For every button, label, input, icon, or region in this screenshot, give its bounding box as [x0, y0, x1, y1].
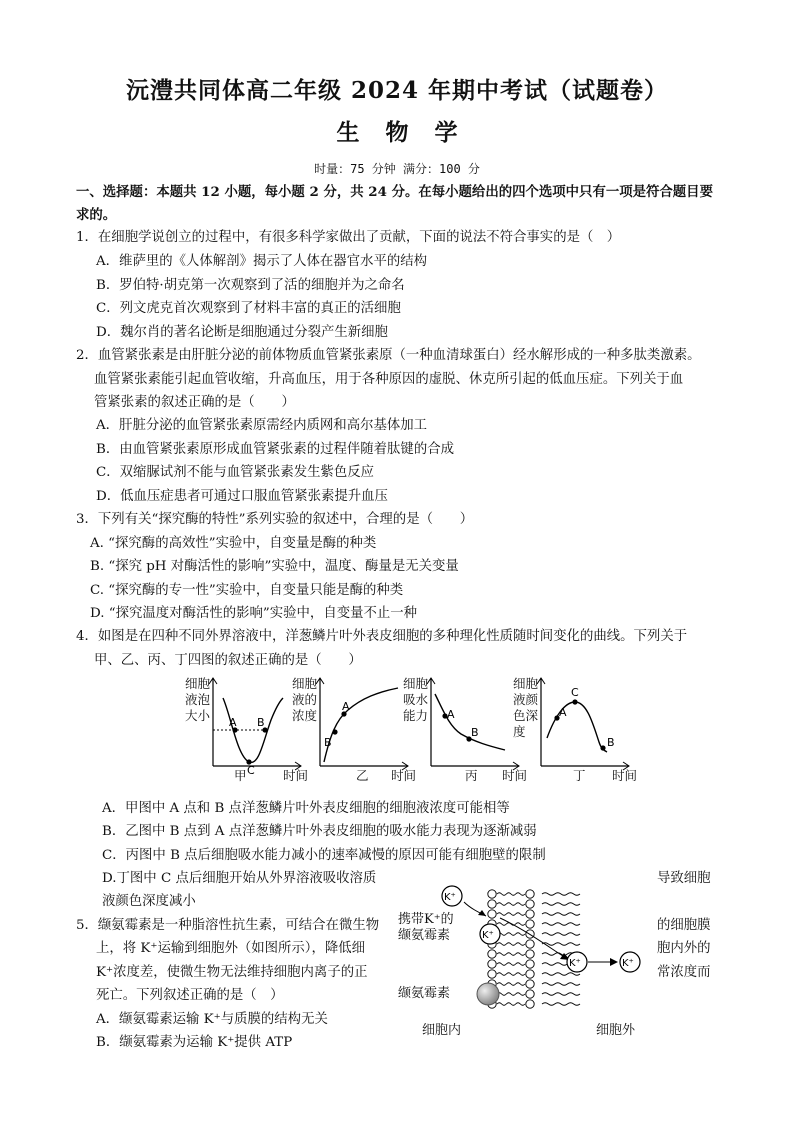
valinomycin-icon: [477, 983, 499, 1005]
graph-bing-plot: [423, 676, 523, 776]
q3-stem: 3．下列有关“探究酶的特性”系列实验的叙述中，合理的是（ ）: [76, 512, 474, 527]
graph-ding-curve: [547, 702, 607, 752]
lipid-head: [526, 900, 534, 908]
lipid-tail: [497, 933, 525, 936]
lipid-tail: [542, 943, 580, 946]
lipid-tail: [497, 1003, 525, 1006]
lipid-tail: [542, 993, 580, 996]
q5-stem-cont-3: 死亡。下列叙述正确的是（ ）: [96, 988, 284, 1003]
lipid-tail: [542, 893, 580, 896]
graph-jia-xlabel: 时间: [283, 768, 309, 783]
graph-ding-ylabel-2: 液颜: [513, 692, 539, 707]
lipid-head: [526, 910, 534, 918]
arrow-head-3: [610, 958, 618, 966]
lipid-head: [526, 950, 534, 958]
graph-ding-plot: [533, 676, 633, 776]
graph-ding-ylabel-1: 细胞: [513, 676, 539, 691]
membrane-diagram: [430, 880, 655, 1020]
lipid-tail: [497, 983, 525, 986]
graph-jia-label-a: A: [229, 716, 237, 729]
lipid-head: [488, 970, 496, 978]
graph-jia-label-c: C: [247, 764, 255, 776]
lipid-head: [488, 960, 496, 968]
q4-option-d-cont: 液颜色深度减小: [102, 894, 196, 909]
lipid-tail: [497, 963, 525, 966]
graph-bing-ylabel-2: 吸水: [403, 692, 429, 707]
lipid-head: [488, 890, 496, 898]
q5-stem-tail-3: 常浓度而: [657, 965, 711, 980]
exam-title: 沅澧共同体高二年级 2024 年期中考试（试题卷）: [125, 77, 669, 104]
lipid-tail: [542, 913, 580, 916]
graph-ding-point-c: [572, 699, 577, 704]
graph-ding-ylabel-4: 度: [513, 724, 526, 739]
lipid-tail: [542, 923, 580, 926]
diagram-label-carrying-2: 缬氨霉素: [398, 928, 451, 943]
lipid-tail: [497, 893, 525, 896]
graph-jia-ylabel-2: 液泡: [185, 692, 211, 707]
q2-stem-cont2: 管紧张素的叙述正确的是（ ）: [94, 395, 295, 410]
lipid-head: [488, 900, 496, 908]
graph-bing-curve: [435, 694, 505, 750]
graph-jia-plot: [205, 676, 305, 776]
graph-yi-plot: [312, 676, 412, 776]
section-intro-cont: 求的。: [76, 207, 117, 223]
lipid-tail: [497, 953, 525, 956]
q3-option-d: D. “探究温度对酶活性的影响”实验中，自变量不止一种: [90, 606, 418, 621]
graph-ding-label-a: A: [559, 706, 567, 719]
lipid-head: [526, 1000, 534, 1008]
lipid-head: [526, 980, 534, 988]
lipid-tail: [497, 943, 525, 946]
graph-ding-name: 丁: [573, 768, 586, 783]
graph-bing-label-b: B: [471, 726, 479, 739]
q4-option-b: B．乙图中 B 点到 A 点洋葱鳞片叶外表皮细胞的吸水能力表现为逐渐减弱: [102, 824, 537, 839]
graph-bing-ylabel-3: 能力: [403, 708, 429, 723]
graph-yi-point-b: [332, 729, 337, 734]
lipid-tail: [497, 913, 525, 916]
graph-ding-xlabel: 时间: [612, 768, 638, 783]
subject-title: 生 物 学: [336, 119, 458, 146]
graph-bing-name: 丙: [465, 768, 478, 783]
graph-yi-ylabel-2: 液的: [292, 692, 318, 707]
lipid-tail: [542, 903, 580, 906]
graph-jia-ylabel-1: 细胞: [185, 676, 211, 691]
diagram-label-outside: 细胞外: [596, 1023, 636, 1038]
lipid-tail: [542, 973, 580, 976]
q5-option-a: A．缬氨霉素运输 K⁺与质膜的结构无关: [96, 1012, 328, 1027]
time-info: 时量：75 分钟 满分：100 分: [314, 162, 480, 176]
q4-option-a: A．甲图中 A 点和 B 点洋葱鳞片叶外表皮细胞的细胞液浓度可能相等: [102, 801, 510, 816]
lipid-head: [526, 990, 534, 998]
k-carrier-label: K⁺: [482, 930, 494, 941]
lipid-head: [526, 940, 534, 948]
q3-option-c: C. “探究酶的专一性”实验中，自变量只能是酶的种类: [90, 583, 404, 598]
q3-option-a: A. “探究酶的高效性”实验中，自变量是酶的种类: [90, 536, 377, 551]
lipid-head: [488, 950, 496, 958]
lipid-head: [526, 890, 534, 898]
k-ion-outside-label: K⁺: [622, 958, 634, 969]
graph-ding-point-b: [600, 745, 605, 750]
q1-option-a: A．维萨里的《人体解剖》揭示了人体在器官水平的结构: [96, 254, 428, 269]
q2-option-a: A．肝脏分泌的血管紧张素原需经内质网和高尔基体加工: [96, 418, 428, 433]
lipid-tail: [542, 933, 580, 936]
graph-bing-ylabel-1: 细胞: [403, 676, 429, 691]
lipid-head: [526, 970, 534, 978]
lipid-head: [526, 960, 534, 968]
lipid-tail: [497, 993, 525, 996]
q4-option-d: D.丁图中 C 点后细胞开始从外界溶液吸收溶质: [102, 871, 377, 886]
q2-option-c: C．双缩脲试剂不能与血管紧张素发生紫色反应: [96, 465, 375, 480]
section-intro: 一、选择题：本题共 12 小题，每小题 2 分，共 24 分。在每小题给出的四个选项中只有一项是符合题目要: [76, 184, 713, 200]
graph-ding-ylabel-3: 色深: [513, 708, 539, 723]
graph-yi-curve: [324, 688, 398, 762]
lipid-tail: [497, 973, 525, 976]
q5-stem-cont-1: 上，将 K⁺运输到细胞外（如图所示），降低细: [96, 941, 366, 956]
q4-option-c: C．丙图中 B 点后细胞吸水能力减小的速率减慢的原因可能有细胞壁的限制: [102, 848, 546, 863]
graph-jia-label-b: B: [257, 716, 265, 729]
lipid-tail: [497, 903, 525, 906]
graph-bing-xlabel: 时间: [502, 768, 528, 783]
q2-stem-cont: 血管紧张素能引起血管收缩，升高血压，用于各种原因的虚脱、休克所引起的低血压症。下列关于血: [94, 372, 684, 387]
lipid-head: [488, 910, 496, 918]
q2-option-b: B．由血管紧张素原形成血管紧张素的过程伴随着肽键的合成: [96, 442, 454, 457]
q4-option-d-tail: 导致细胞: [657, 871, 711, 886]
graph-yi-name: 乙: [356, 768, 369, 783]
q5-option-b: B．缬氨霉素为运输 K⁺提供 ATP: [96, 1035, 293, 1050]
k-ion-inside-label: K⁺: [444, 892, 456, 903]
k-ion-membrane-label: K⁺: [569, 958, 581, 969]
lipid-head: [526, 920, 534, 928]
diagram-label-inside: 细胞内: [422, 1023, 462, 1038]
diagram-label-carrying-1: 携带K⁺的: [398, 912, 454, 927]
q1-option-c: C．列文虎克首次观察到了材料丰富的真正的活细胞: [96, 301, 401, 316]
graph-ding-label-c: C: [571, 686, 579, 699]
q4-stem-cont: 甲、乙、丙、丁四图的叙述正确的是（ ）: [94, 653, 362, 668]
q2-stem: 2．血管紧张素是由肝脏分泌的前体物质血管紧张素原（一种血清球蛋白）经水解形成的一种多肽类激素。: [76, 348, 701, 363]
q2-option-d: D．低血压症患者可通过口服血管紧张素提升血压: [96, 489, 388, 504]
q5-stem-cont-2: K⁺浓度差，使微生物无法维持细胞内离子的正: [96, 965, 368, 980]
q3-option-b: B. “探究 pH 对酶活性的影响”实验中，温度、酶量是无关变量: [90, 559, 459, 574]
q1-option-d: D．魏尔肖的著名论断是细胞通过分裂产生新细胞: [96, 325, 388, 340]
q4-stem: 4．如图是在四种不同外界溶液中，洋葱鳞片叶外表皮细胞的多种理化性质随时间变化的曲线。下列关于: [76, 629, 688, 644]
lipid-tail: [542, 983, 580, 986]
graph-yi-ylabel-1: 细胞: [292, 676, 318, 691]
graph-jia-name: 甲: [234, 768, 247, 783]
graph-yi-label-a: A: [342, 700, 350, 713]
graph-yi-ylabel-3: 浓度: [292, 708, 318, 723]
graph-yi-xlabel: 时间: [391, 768, 417, 783]
q5-stem: 5．缬氨霉素是一种脂溶性抗生素，可结合在微生物: [76, 918, 380, 933]
q1-option-b: B．罗伯特·胡克第一次观察到了活的细胞并为之命名: [96, 278, 405, 293]
q5-stem-tail-2: 胞内外的: [657, 941, 711, 956]
lipid-tail: [542, 1003, 580, 1006]
q5-stem-tail-1: 的细胞膜: [657, 918, 711, 933]
graph-bing-label-a: A: [447, 708, 455, 721]
diagram-label-valinomycin: 缬氨霉素: [398, 986, 451, 1001]
membrane-right-segment: [542, 893, 580, 1006]
q1-stem: 1．在细胞学说创立的过程中，有很多科学家做出了贡献，下面的说法不符合事实的是（ ）: [76, 230, 621, 245]
graph-yi-label-b: B: [324, 736, 332, 749]
graph-jia-ylabel-3: 大小: [185, 708, 211, 723]
graph-ding-label-b: B: [607, 736, 615, 749]
